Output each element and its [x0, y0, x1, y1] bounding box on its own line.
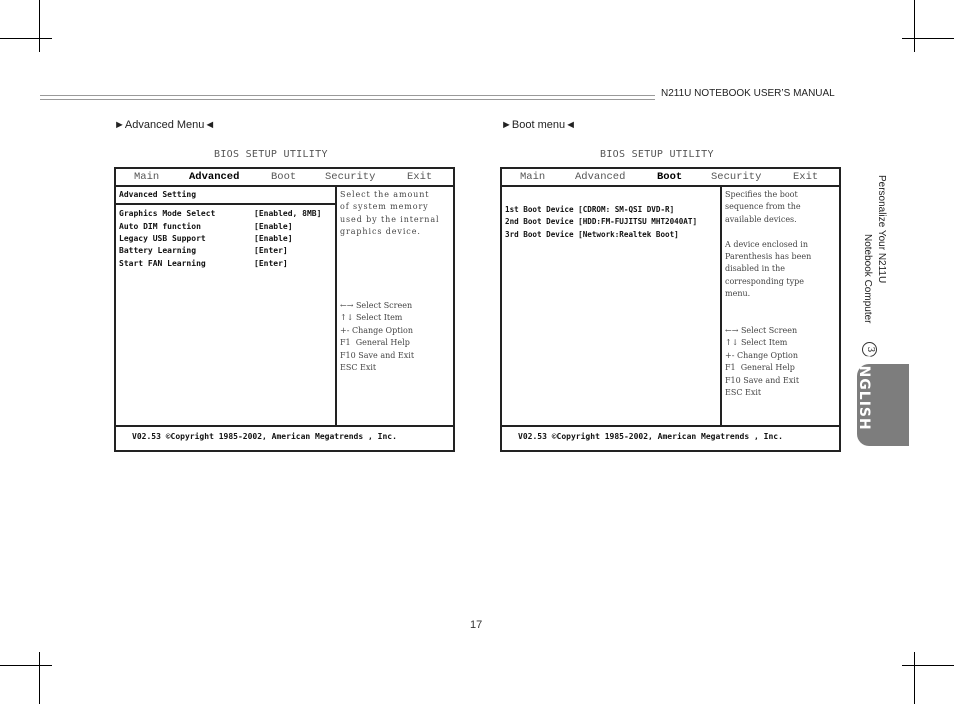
setting-row[interactable] — [119, 234, 206, 243]
help-description: Specifies the boot sequence from the available devices. A device enclosed in Parenthesis has been disabled in the corresponding type menu. — [725, 190, 812, 299]
bios-setup-title: BIOS SETUP UTILITY — [600, 149, 714, 160]
page-number: 17 — [470, 619, 483, 631]
boot-device-row[interactable]: 1st Boot Device [CDROM: SM-QSI DVD-R] — [505, 205, 675, 214]
advanced-menu-heading: ►Advanced Menu◄ — [114, 119, 216, 131]
crop-mark-top-right — [902, 38, 954, 39]
boot-menu-heading: ►Boot menu◄ — [501, 119, 576, 131]
crop-mark-bottom-left — [39, 652, 40, 704]
side-caption-line1: Personalize Your N211U — [876, 175, 887, 284]
setting-value[interactable]: [Enter] — [254, 259, 288, 268]
setting-label: Graphics Mode Select — [119, 209, 216, 218]
copyright-text: V02.53 ©Copyright 1985-2002, American Megatrends , Inc. — [132, 432, 397, 441]
setting-value[interactable]: [Enter] — [254, 246, 288, 255]
setting-row[interactable] — [119, 246, 196, 255]
setting-row[interactable] — [119, 259, 206, 268]
side-caption-line2: Notebook Computer — [862, 234, 873, 324]
setting-row[interactable] — [119, 222, 201, 231]
tab-exit[interactable]: Exit — [793, 171, 819, 183]
bios-footer — [116, 425, 453, 450]
bios-tab-bar — [116, 169, 453, 187]
crop-mark-top-left — [0, 38, 52, 39]
setting-row[interactable] — [119, 209, 215, 218]
crop-mark-top-right — [914, 0, 915, 52]
boot-device-row[interactable]: 2nd Boot Device [HDD:FM-FUJITSU MHT2040AT] — [505, 217, 698, 226]
setting-label: Legacy USB Support — [119, 234, 206, 243]
bios-tab-bar — [502, 169, 839, 187]
advanced-setting-header: Advanced Setting — [119, 190, 197, 199]
bios-footer — [502, 425, 839, 450]
tab-security[interactable]: Security — [711, 171, 762, 183]
tab-advanced[interactable]: Advanced — [575, 171, 626, 183]
tab-boot[interactable]: Boot — [271, 171, 297, 183]
bios-setup-title: BIOS SETUP UTILITY — [214, 149, 328, 160]
language-tab-label: ENGLISH — [856, 355, 872, 431]
help-description: Select the amount of system memory used by the internal graphics device. — [340, 190, 440, 237]
crop-mark-bottom-right — [914, 652, 915, 704]
setting-label: Battery Learning — [119, 246, 197, 255]
chapter-number-badge: 3 — [862, 342, 877, 357]
key-legend: ←→ Select Screen ↑↓ Select Item +- Change Option F1 General Help F10 Save and Exit ESC Exit — [340, 301, 415, 373]
panel-divider — [335, 185, 337, 425]
crop-mark-bottom-left — [0, 665, 52, 666]
setting-value[interactable]: [Enable] — [254, 222, 293, 231]
setting-label: Auto DIM function — [119, 222, 201, 231]
setting-separator — [116, 203, 335, 205]
copyright-text: V02.53 ©Copyright 1985-2002, American Megatrends , Inc. — [518, 432, 783, 441]
crop-mark-top-left — [39, 0, 40, 52]
panel-divider — [720, 185, 722, 425]
tab-main[interactable]: Main — [520, 171, 546, 183]
key-legend: ←→ Select Screen ↑↓ Select Item +- Change Option F1 General Help F10 Save and Exit ESC Exit — [725, 326, 800, 398]
setting-label: Start FAN Learning — [119, 259, 206, 268]
header-rule — [40, 95, 655, 100]
manual-title: N211U NOTEBOOK USER’S MANUAL — [661, 88, 835, 99]
bios-screen-boot — [500, 167, 841, 452]
tab-boot[interactable]: Boot — [657, 171, 683, 183]
tab-advanced[interactable]: Advanced — [189, 171, 240, 183]
tab-exit[interactable]: Exit — [407, 171, 433, 183]
tab-security[interactable]: Security — [325, 171, 376, 183]
tab-main[interactable]: Main — [134, 171, 160, 183]
setting-value[interactable]: [Enable] — [254, 234, 293, 243]
setting-value[interactable]: [Enabled, 8MB] — [254, 209, 322, 218]
bios-screen-advanced — [114, 167, 455, 452]
boot-device-row[interactable]: 3rd Boot Device [Network:Realtek Boot] — [505, 230, 679, 239]
crop-mark-bottom-right — [902, 665, 954, 666]
